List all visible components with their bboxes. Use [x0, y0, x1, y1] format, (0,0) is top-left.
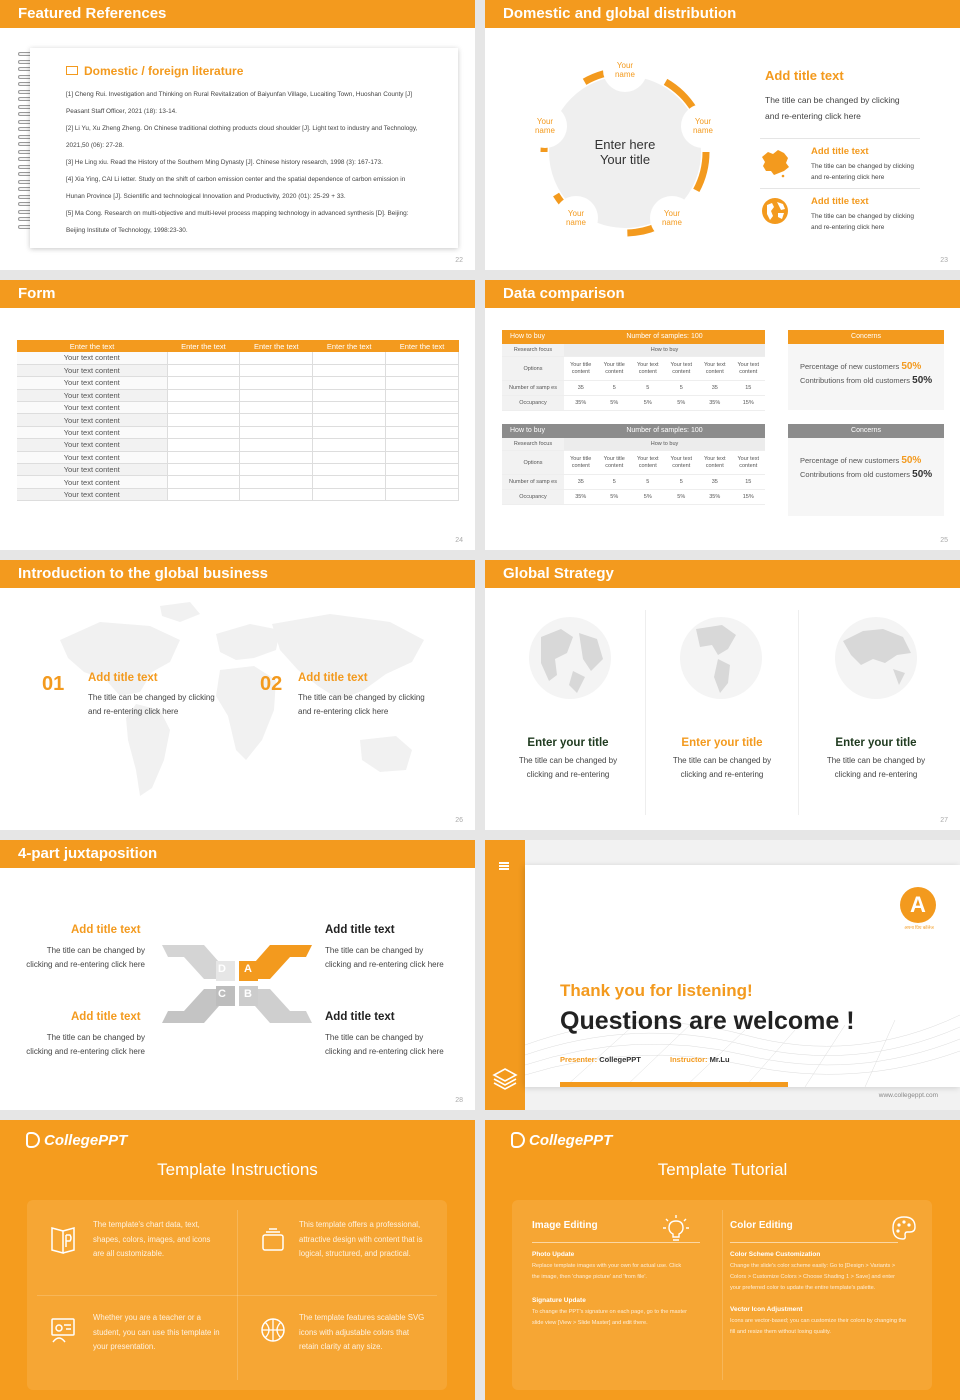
divider: [532, 1242, 700, 1243]
reference-line: [3] He Ling xiu. Read the History of the Southern Ming Dynasty [J]. Chinese history research, 1998 (3): 167-173.: [66, 159, 383, 166]
table-cell[interactable]: [313, 352, 386, 364]
table-cell[interactable]: [386, 439, 459, 451]
form-table: [17, 340, 459, 501]
table-cell: 5%: [610, 494, 619, 500]
reference-list: [66, 86, 448, 239]
concerns-panel: [788, 424, 944, 516]
globe-image: [833, 615, 919, 701]
part-title: Add title text: [325, 1011, 395, 1023]
table-cell: Your text content: [670, 455, 692, 469]
tutorial-title: Template Tutorial: [657, 1160, 788, 1179]
table-cell[interactable]: [386, 488, 459, 500]
concerns-new: Percentage of new customers 50%: [800, 361, 922, 372]
table-cell[interactable]: [167, 364, 240, 376]
table-cell: 35: [577, 385, 584, 391]
table-cell[interactable]: [240, 377, 313, 389]
table-cell: 15%: [742, 494, 754, 500]
table-cell[interactable]: [386, 451, 459, 463]
table-row: [17, 488, 459, 500]
slide-distribution[interactable]: [485, 0, 960, 270]
page-number: 24: [455, 537, 463, 544]
table-cell: 35%: [575, 494, 587, 500]
page-number: 22: [455, 257, 463, 264]
table-cell: 35: [711, 385, 718, 391]
item-title: Add title text: [298, 672, 368, 684]
table-cell: Your title content: [603, 361, 625, 375]
table-cell: 5%: [677, 400, 686, 406]
book-p-icon: [49, 1225, 77, 1255]
column-divider: [798, 610, 799, 815]
reference-line: [1] Cheng Rui. Investigation and Thinking on Rural Revitalization of Baiyunfan Village, Lucaiting Town, Huoshan County [J]: [66, 91, 413, 98]
slide-header: 4-part juxtaposition: [0, 840, 475, 868]
instructor-line: Instructor: Mr.Lu: [670, 1055, 730, 1064]
comparison-table: [502, 424, 765, 505]
comparison-row: [502, 475, 765, 490]
comparison-row: [502, 396, 765, 411]
table-cell: 5: [612, 385, 616, 391]
part-title: Add title text: [325, 924, 395, 936]
cycle-node[interactable]: Your name: [681, 104, 725, 148]
layers-icon: [259, 1226, 287, 1254]
slide-header: Global Strategy: [485, 560, 960, 588]
row-label: Occupancy: [502, 396, 564, 410]
slide-header: Introduction to the global business: [0, 560, 475, 588]
comparison-row: [502, 357, 765, 381]
item-title: Add title text: [811, 196, 869, 207]
table-cell[interactable]: [313, 488, 386, 500]
column-header: Enter the text: [313, 340, 386, 352]
part-letter: C: [218, 988, 226, 1000]
table-cell: Your title content: [570, 455, 592, 469]
item-body: The title can be changed by clicking and re-entering click here: [811, 163, 914, 181]
slide-header: Featured References: [0, 0, 475, 28]
table-row: [17, 464, 459, 476]
table-cell[interactable]: [240, 451, 313, 463]
side-band: [485, 840, 525, 1110]
slide-featured-references[interactable]: [0, 0, 475, 270]
website-url[interactable]: www.collegeppt.com: [878, 1092, 938, 1099]
concerns-panel: [788, 330, 944, 410]
row-label[interactable]: Your text content: [17, 439, 167, 451]
table-cell[interactable]: [167, 377, 240, 389]
tutorial-subheading: Signature Update: [532, 1297, 586, 1304]
table-cell: 35%: [709, 494, 721, 500]
table-row: [17, 426, 459, 438]
table-cell: Your title content: [603, 455, 625, 469]
basketball-icon: [259, 1316, 287, 1344]
part-title: Add title text: [71, 924, 141, 936]
slide-header: Domestic and global distribution: [485, 0, 960, 28]
table-cell[interactable]: [240, 389, 313, 401]
table-cell[interactable]: [167, 464, 240, 476]
row-label: Number of samp es: [502, 475, 564, 489]
table-cell[interactable]: [240, 426, 313, 438]
tutorial-panel: [512, 1200, 932, 1390]
comparison-header: [502, 424, 765, 438]
row-label[interactable]: Your text content: [17, 414, 167, 426]
row-label[interactable]: Your text content: [17, 476, 167, 488]
cycle-node[interactable]: Your name: [554, 196, 598, 240]
table-cell[interactable]: [313, 426, 386, 438]
thanks-text: Thank you for listening!: [560, 981, 753, 1000]
table-row: [17, 439, 459, 451]
table-cell[interactable]: [240, 439, 313, 451]
table-cell: 5: [679, 385, 683, 391]
reference-line: 2021,50 (06): 27-28.: [66, 142, 124, 149]
row-label: Research focus: [502, 344, 564, 356]
row-label[interactable]: Your text content: [17, 389, 167, 401]
logo-p-icon: [26, 1132, 40, 1148]
comparison-label: How to buy: [510, 333, 546, 340]
tutorial-subheading: Vector Icon Adjustment: [730, 1306, 803, 1313]
table-cell: 35: [711, 479, 718, 485]
thank-you-card: [525, 865, 960, 1087]
globe-icon: [761, 197, 789, 225]
table-cell[interactable]: [167, 414, 240, 426]
row-value: How to buy: [650, 347, 679, 353]
part-body: The title can be changed by clicking and re-entering click here: [26, 946, 145, 969]
item-number: 01: [42, 673, 65, 695]
divider: [722, 1210, 723, 1380]
table-cell[interactable]: [313, 402, 386, 414]
table-cell[interactable]: [313, 414, 386, 426]
reference-line: Beijing Institute of Technology, 1998:23-30.: [66, 227, 188, 234]
item-body: The title can be changed by clicking and re-entering click here: [298, 693, 425, 716]
comparison-label: How to buy: [510, 427, 546, 434]
four-part-arrows-diagram: [160, 943, 314, 1025]
strategy-body: The title can be changed by clicking and re-entering: [672, 756, 772, 779]
slide-template-instructions[interactable]: [0, 1120, 475, 1400]
table-cell[interactable]: [240, 464, 313, 476]
table-cell[interactable]: [167, 389, 240, 401]
comparison-subheader: [502, 438, 765, 451]
table-cell[interactable]: [313, 389, 386, 401]
menu-icon: [499, 862, 509, 864]
table-cell: Your text content: [636, 455, 659, 469]
slide-4-part-juxtaposition[interactable]: [0, 840, 475, 1110]
table-cell[interactable]: [167, 402, 240, 414]
instruction-text: The template features scalable SVG icons with adjustable colors that retain clarity at any size.: [299, 1313, 425, 1351]
reference-title: Domestic / foreign literature: [66, 64, 243, 78]
table-cell: Your text content: [737, 455, 759, 469]
strategy-body: The title can be changed by clicking and re-entering: [826, 756, 926, 779]
table-cell: Your text content: [737, 361, 759, 375]
table-cell[interactable]: [386, 402, 459, 414]
page-number: 27: [940, 817, 948, 824]
tutorial-text: Replace template images with your own for actual use. Click the image, then 'change picture' and 'from file'.: [532, 1263, 682, 1280]
cycle-node[interactable]: Your name: [603, 48, 647, 92]
concerns-old: Contributions from old customers 50%: [800, 469, 933, 480]
row-label[interactable]: Your text content: [17, 364, 167, 376]
concerns-title: Concerns: [788, 330, 944, 344]
slide-header: Data comparison: [485, 280, 960, 308]
slide-data-comparison[interactable]: [485, 280, 960, 550]
globe-image: [678, 615, 764, 701]
tutorial-heading: Image Editing: [532, 1220, 598, 1231]
table-row: [17, 364, 459, 376]
slide-form[interactable]: [0, 280, 475, 550]
divider: [760, 188, 920, 189]
accent-bar: [560, 1082, 788, 1087]
comparison-samples: Number of samples: 100: [626, 333, 703, 340]
table-cell[interactable]: [240, 364, 313, 376]
table-cell[interactable]: [386, 464, 459, 476]
instruction-text: This template offers a professional, attractive design with content that is logical, structured, and practical.: [299, 1220, 423, 1258]
instructions-panel: [27, 1200, 447, 1390]
item-number: 02: [260, 673, 283, 695]
strategy-title: Enter your title: [681, 737, 763, 749]
row-label: Options: [502, 357, 564, 380]
table-cell[interactable]: [167, 488, 240, 500]
table-cell[interactable]: [240, 402, 313, 414]
table-cell[interactable]: [313, 476, 386, 488]
table-cell[interactable]: [167, 476, 240, 488]
row-label[interactable]: Your text content: [17, 464, 167, 476]
reference-line: [2] Li Yu, Xu Zheng Zheng. On Chinese traditional clothing products cloud shoulder [J]. Light text to industry and Technology,: [66, 125, 418, 132]
divider: [730, 1242, 898, 1243]
comparison-table: [502, 330, 765, 411]
table-cell[interactable]: [167, 439, 240, 451]
comparison-row: [502, 381, 765, 396]
table-cell[interactable]: [167, 451, 240, 463]
cycle-node[interactable]: Your name: [650, 196, 694, 240]
table-cell[interactable]: [386, 352, 459, 364]
tutorial-subheading: Color Scheme Customization: [730, 1251, 821, 1258]
palette-icon: [890, 1214, 918, 1242]
slide-thank-you[interactable]: [485, 840, 960, 1110]
column-divider: [645, 610, 646, 815]
table-row: [17, 414, 459, 426]
table-cell: 5: [646, 385, 650, 391]
comparison-subheader: [502, 344, 765, 357]
table-cell: 5: [646, 479, 650, 485]
instruction-text: The template's chart data, text, shapes, colors, images, and icons are all customizable.: [93, 1220, 211, 1258]
logo-caption: अपना प्रिय कॉलेज: [904, 925, 934, 930]
strategy-title: Enter your title: [527, 737, 609, 749]
right-title: Add title text: [765, 68, 844, 83]
slide-global-business[interactable]: [0, 560, 475, 830]
row-label[interactable]: Your text content: [17, 488, 167, 500]
reference-line: [4] Xia Ying, CAI Li letter. Study on the shift of carbon emission center and the spatial dependence of carbon emission in: [66, 176, 406, 183]
row-value: How to buy: [650, 441, 679, 447]
table-cell: 5%: [643, 400, 652, 406]
table-cell: Your text content: [703, 361, 726, 375]
row-label[interactable]: Your text content: [17, 426, 167, 438]
instruction-text: Whether you are a teacher or a student, you can use this template in your presentation.: [93, 1313, 220, 1351]
table-cell[interactable]: [386, 377, 459, 389]
layers-icon: [492, 1066, 518, 1090]
table-row: [17, 377, 459, 389]
table-row: [17, 451, 459, 463]
tutorial-text: Change the slide's color scheme easily: Go to [Design > Variants > Colors > Customize Colors > Choose Shading 1 > Save] and enter your preferred color to update the entire template's palette.: [730, 1263, 896, 1291]
table-cell[interactable]: [167, 352, 240, 364]
cycle-node[interactable]: Your name: [523, 104, 567, 148]
table-cell: 15: [745, 479, 752, 485]
lightbulb-icon: [662, 1214, 690, 1242]
table-cell[interactable]: [240, 352, 313, 364]
instructions-title: Template Instructions: [157, 1160, 318, 1179]
table-cell: 5%: [643, 494, 652, 500]
table-cell: 5: [612, 479, 616, 485]
comparison-row: [502, 490, 765, 505]
tutorial-text: To change the PPT's signature on each page, go to the master slide view [View > Slide Master] and edit there.: [532, 1309, 687, 1326]
table-cell[interactable]: [313, 464, 386, 476]
tutorial-subheading: Photo Update: [532, 1251, 575, 1258]
slide-template-tutorial[interactable]: [485, 1120, 960, 1400]
part-title: Add title text: [71, 1011, 141, 1023]
tutorial-heading: Color Editing: [730, 1220, 793, 1231]
divider: [37, 1295, 437, 1296]
table-cell: 5: [679, 479, 683, 485]
table-cell: 35%: [575, 400, 587, 406]
row-label[interactable]: Your text content: [17, 352, 167, 364]
table-cell: 5%: [610, 400, 619, 406]
table-cell[interactable]: [386, 414, 459, 426]
concerns-new: Percentage of new customers 50%: [800, 455, 922, 466]
part-body: The title can be changed by clicking and re-entering click here: [26, 1033, 145, 1056]
part-body: The title can be changed by clicking and re-entering click here: [325, 946, 444, 969]
concerns-old: Contributions from old customers 50%: [800, 375, 933, 386]
table-cell: Your title content: [570, 361, 592, 375]
table-row: [17, 352, 459, 364]
reference-line: Peasant Staff Officer, 2021 (18): 13-14.: [66, 108, 177, 115]
table-cell[interactable]: [386, 364, 459, 376]
item-body: The title can be changed by clicking and re-entering click here: [88, 693, 215, 716]
reference-card: [30, 48, 458, 248]
book-icon: [66, 66, 78, 75]
teacher-icon: [49, 1316, 77, 1344]
row-label[interactable]: Your text content: [17, 451, 167, 463]
table-cell[interactable]: [313, 439, 386, 451]
reference-line: Hunan Province [J]. Scientific and technological Innovation and Productivity, 2020 (01): 25-29 + 33.: [66, 193, 346, 200]
table-row: [17, 389, 459, 401]
row-label: Research focus: [502, 438, 564, 450]
page-number: 25: [940, 537, 948, 544]
part-letter: A: [244, 963, 252, 975]
row-label[interactable]: Your text content: [17, 402, 167, 414]
item-title: Add title text: [88, 672, 158, 684]
table-cell[interactable]: [167, 426, 240, 438]
slide-header: Form: [0, 280, 475, 308]
table-cell: 35: [577, 479, 584, 485]
table-cell[interactable]: [313, 364, 386, 376]
table-row: [17, 476, 459, 488]
collegeppt-logo: CollegePPT: [511, 1132, 612, 1149]
table-cell[interactable]: [386, 389, 459, 401]
row-label: Occupancy: [502, 490, 564, 504]
logo-p-icon: [511, 1132, 525, 1148]
cycle-center-text[interactable]: Enter here Your title: [594, 137, 656, 167]
table-cell: Your text content: [703, 455, 726, 469]
column-header: Enter the text: [386, 340, 459, 352]
page-number: 28: [455, 1097, 463, 1104]
divider: [760, 138, 920, 139]
part-letter: D: [218, 963, 226, 975]
part-letter: B: [244, 988, 252, 1000]
column-header: Enter the text: [167, 340, 240, 352]
table-cell[interactable]: [240, 414, 313, 426]
strategy-title: Enter your title: [835, 737, 917, 749]
reference-line: [5] Ma Cong. Research on multi-objective and multi-level process mapping technology in advanced synthesis [D]. Beijing:: [66, 210, 409, 217]
page-number: 23: [940, 257, 948, 264]
comparison-samples: Number of samples: 100: [626, 427, 703, 434]
table-cell: 15%: [742, 400, 754, 406]
concerns-title: Concerns: [788, 424, 944, 438]
right-body: The title can be changed by clicking and re-entering click here: [765, 95, 900, 121]
column-header: Enter the text: [240, 340, 313, 352]
questions-text: Questions are welcome !: [560, 1007, 855, 1035]
page-number: 26: [455, 817, 463, 824]
collegeppt-logo: CollegePPT: [26, 1132, 127, 1149]
strategy-body: The title can be changed by clicking and re-entering: [518, 756, 618, 779]
item-title: Add title text: [811, 146, 869, 157]
comparison-header: [502, 330, 765, 344]
table-cell: 5%: [677, 494, 686, 500]
presenter-line: Presenter: CollegePPT: [560, 1055, 641, 1064]
item-body: The title can be changed by clicking and re-entering click here: [811, 213, 914, 231]
table-cell[interactable]: [240, 476, 313, 488]
table-cell: 15: [745, 385, 752, 391]
comparison-row: [502, 451, 765, 475]
row-label: Options: [502, 451, 564, 474]
row-label: Number of samp es: [502, 381, 564, 395]
college-logo: A: [900, 887, 936, 923]
table-cell: Your text content: [636, 361, 659, 375]
table-cell[interactable]: [313, 451, 386, 463]
tutorial-text: Icons are vector-based; you can customize their colors by changing the fill and resize them without losing quality.: [730, 1318, 907, 1335]
table-cell: Your text content: [670, 361, 692, 375]
part-body: The title can be changed by clicking and re-entering click here: [325, 1033, 444, 1056]
table-cell: 35%: [709, 400, 721, 406]
column-header: Enter the text: [17, 340, 167, 352]
slide-global-strategy[interactable]: [485, 560, 960, 830]
row-label[interactable]: Your text content: [17, 377, 167, 389]
china-map-icon: [759, 148, 791, 178]
table-cell[interactable]: [386, 476, 459, 488]
globe-image: [527, 615, 613, 701]
table-cell[interactable]: [240, 488, 313, 500]
table-cell[interactable]: [313, 377, 386, 389]
form-table-body: [17, 352, 459, 501]
table-cell[interactable]: [386, 426, 459, 438]
table-row: [17, 402, 459, 414]
